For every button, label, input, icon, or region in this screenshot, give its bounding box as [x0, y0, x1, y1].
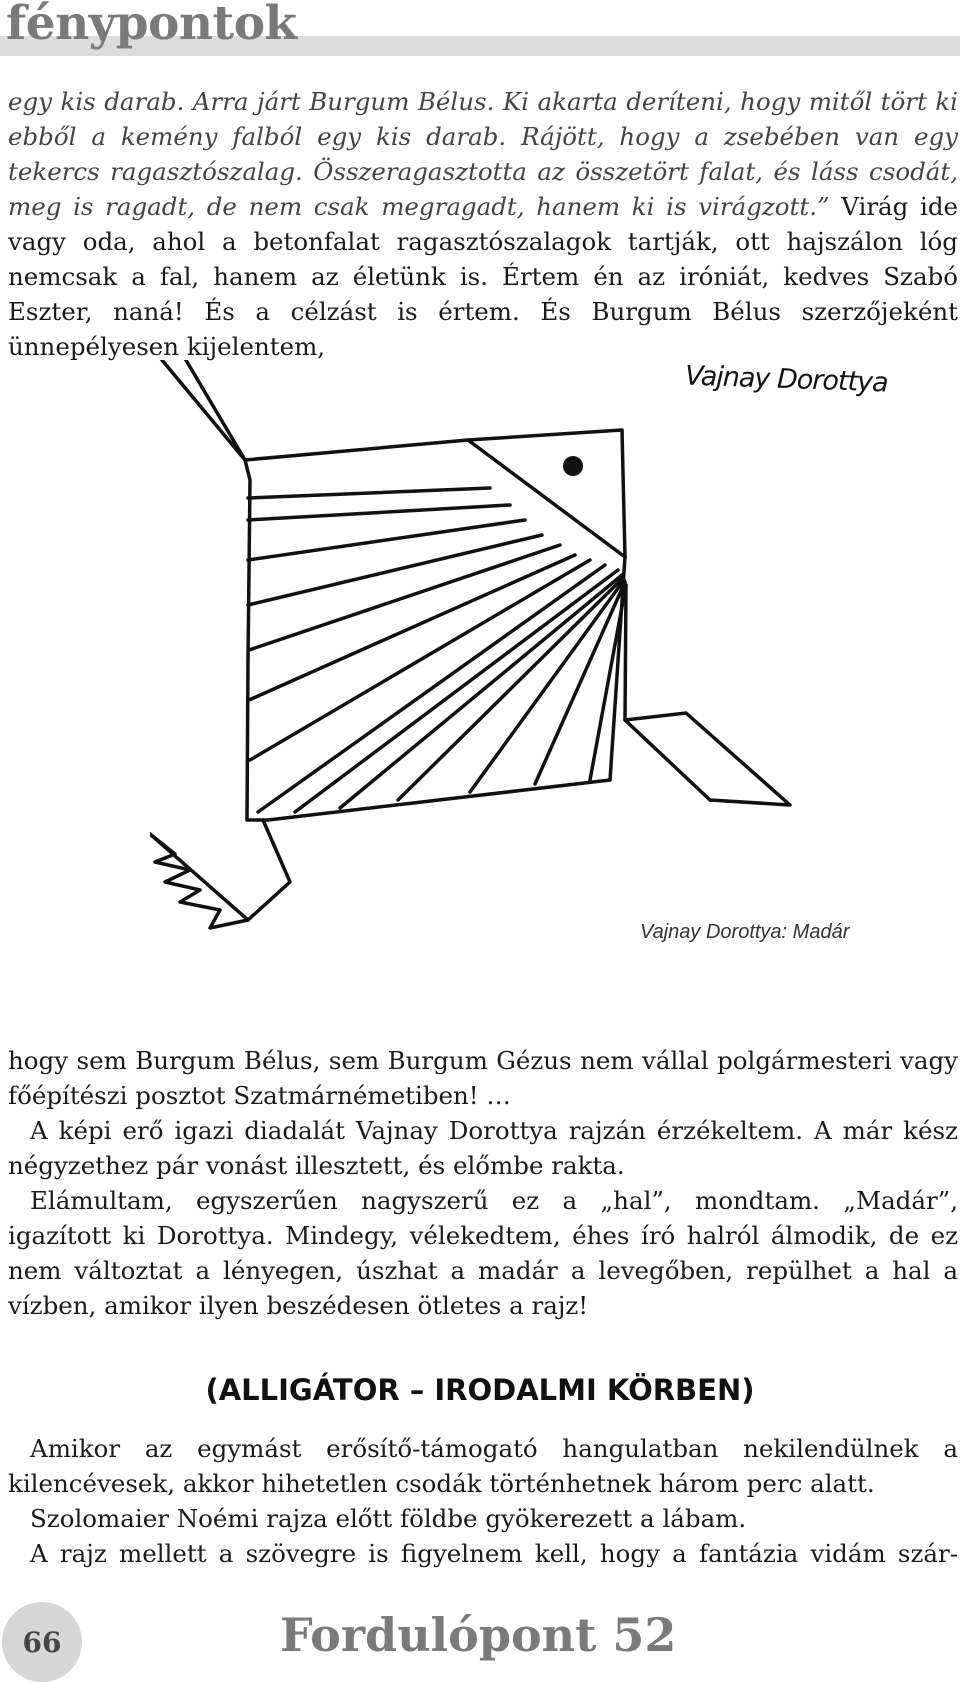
paragraph: Amikor az egymást erősítő-támogató hangulatban nekilendülnek a kilencévesek, akkor hihetetlen csodák történhetnek három perc alatt. — [8, 1434, 958, 1498]
body-text — [8, 1043, 958, 1323]
section-title: fénypontok — [6, 0, 297, 51]
artist-signature: Vajnay Dorottya — [684, 360, 889, 399]
section-text — [8, 1431, 958, 1571]
commentary-passage: Virág ide vagy oda, ahol a betonfalat ragasztószalagok tartják, ott hajszálon lóg nemcsak a fal, hanem az életünk is. Értem én az iróniát, kedves Szabó Eszter, naná! És a célzást is értem. És Burgum Bélus szerzőjeként ünnepélyesen kijelentem, — [8, 192, 959, 361]
page-header — [0, 0, 960, 62]
paragraph: hogy sem Burgum Bélus, sem Burgum Gézus nem vállal polgármesteri vagy főépítészi posztot Szatmárnémetiben! … — [8, 1046, 958, 1110]
publication-title: Fordulópont 52 — [280, 1608, 677, 1662]
paragraph: Szolomaier Noémi rajza előtt földbe gyökerezett a lábam. — [30, 1504, 747, 1533]
figure-caption: Vajnay Dorottya: Madár — [640, 921, 850, 943]
section-heading: (ALLIGÁTOR – IRODALMI KÖRBEN) — [205, 1373, 755, 1407]
paragraph: A rajz mellett a szövegre is figyelnem kell, hogy a fantázia vidám szár- — [30, 1539, 958, 1568]
paragraph: Elámultam, egyszerűen nagyszerű ez a „hal”, mondtam. „Madár”, igazított ki Dorottya. Mindegy, vélekedtem, éhes író halról álmodik, de ez nem változtat a lényegen, úszhat a madár a levegőben, repülhet a hal a vízben, amikor ilyen beszédesen ötletes a rajz! — [8, 1186, 958, 1320]
intro-text — [8, 84, 958, 364]
quoted-passage: egy kis darab. Arra járt Burgum Bélus. Ki akarta deríteni, hogy mitől tört ki ebből a kemény falból egy kis darab. Rájött, hogy a zsebében van egy tekercs ragasztószalag. Összeragasztotta az összetört falat, és láss csodát, meg is ragadt, de nem csak megragadt, hanem ki is virágzott.” — [8, 87, 958, 221]
paragraph: A képi erő igazi diadalát Vajnay Dorottya rajzán érzékeltem. A már kész négyzethez pár vonást illesztett, és előmbe rakta. — [8, 1116, 958, 1180]
page-number-badge: 66 — [2, 1602, 82, 1682]
